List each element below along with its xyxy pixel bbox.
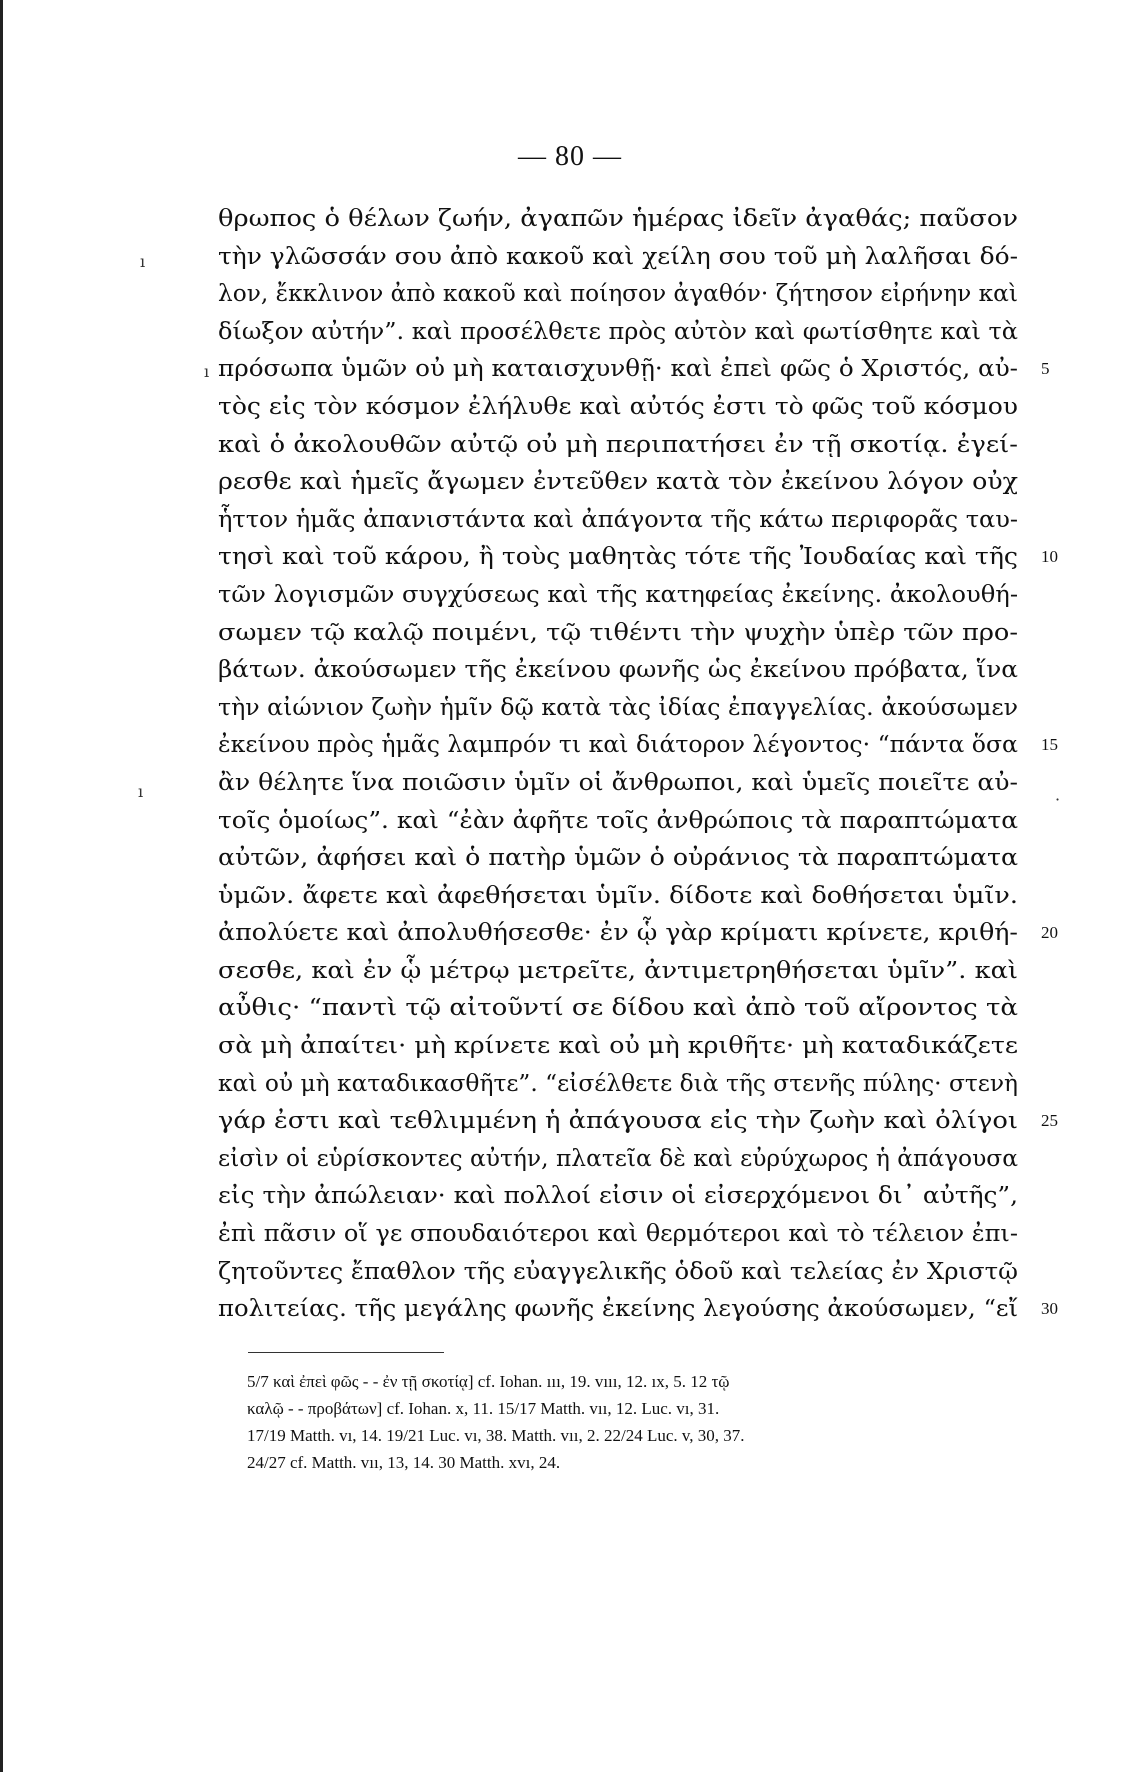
- line-number: 30: [1041, 1299, 1058, 1319]
- text-line: [218, 200, 1050, 238]
- line-text: τὸς εἰς τὸν κόσμον ἐλήλυθε καὶ αὐτός ἐστι τὸ φῶς τοῦ κόσμου: [218, 391, 1019, 420]
- text-line: [218, 802, 1050, 840]
- text-line: [218, 275, 1050, 313]
- margin-mark: ı: [204, 362, 210, 381]
- text-line: [218, 1102, 1058, 1140]
- main-text: [218, 200, 1058, 1328]
- text-line: [218, 651, 1050, 689]
- text-line: [218, 764, 1050, 802]
- text-line: [218, 238, 1050, 276]
- scan-edge-line: [0, 0, 3, 1772]
- text-line: [218, 426, 1050, 464]
- text-line: [218, 1253, 1050, 1291]
- text-line: [218, 689, 1050, 727]
- text-line: [218, 1027, 1050, 1065]
- line-text: ζητοῦντες ἔπαθλον τῆς εὐαγγελικῆς ὁδοῦ καὶ τελείας ἐν Χριστῷ: [218, 1256, 1018, 1285]
- line-number: 5: [1041, 359, 1050, 379]
- text-line: [218, 388, 1050, 426]
- text-line: [218, 989, 1050, 1027]
- line-text: ἀπολύετε καὶ ἀπολυθήσεσθε· ἐν ᾧ γὰρ κρίματι κρίνετε, κριθή-: [218, 918, 1018, 947]
- footnotes: [247, 1368, 1027, 1476]
- line-text: ἐκείνου πρὸς ἡμᾶς λαμπρόν τι καὶ διάτορον λέγοντος· “πάντα ὅσα: [218, 730, 1018, 759]
- text-line: [218, 538, 1058, 576]
- line-text: πολιτείας. τῆς μεγάλης φωνῆς ἐκείνης λεγούσης ἀκούσωμεν, “εἴ: [218, 1294, 1018, 1323]
- page-number: — 80 —: [518, 141, 622, 172]
- footnote-line: 17/19 Matth. vı, 14. 19/21 Luc. vı, 38. Matth. vıı, 2. 22/24 Luc. v, 30, 37.: [247, 1426, 745, 1445]
- line-text: ἐπὶ πᾶσιν οἵ γε σπουδαιότεροι καὶ θερμότεροι καὶ τὸ τέλειον ἐπι-: [218, 1219, 1018, 1248]
- text-line: [218, 501, 1050, 539]
- text-line: [218, 952, 1050, 990]
- text-line: [218, 1140, 1050, 1178]
- line-text: σωμεν τῷ καλῷ ποιμένι, τῷ τιθέντι τὴν ψυχὴν ὑπὲρ τῶν προ-: [218, 617, 1019, 646]
- text-line: [218, 914, 1058, 952]
- footnote-line: 5/7 καὶ ἐπεὶ φῶς - - ἐν τῇ σκοτίᾳ] cf. Iohan. ııı, 19. vııı, 12. ıx, 5. 12 τῷ: [247, 1372, 730, 1391]
- line-text: αὖθις· “παντὶ τῷ αἰτοῦντί σε δίδου καὶ ἀπὸ τοῦ αἴροντος τὰ: [218, 993, 1019, 1022]
- line-number: 15: [1041, 735, 1058, 755]
- line-text: εἰς τὴν ἀπώλειαν· καὶ πολλοί εἰσιν οἱ εἰσερχόμενοι δι᾽ αὐτῆς”,: [218, 1181, 1019, 1210]
- line-number: 10: [1041, 547, 1058, 567]
- text-line: [218, 1177, 1050, 1215]
- footnote-line: καλῷ - - προβάτων] cf. Iohan. x, 11. 15/17 Matth. vıı, 12. Luc. vı, 31.: [247, 1399, 720, 1418]
- text-line: [218, 1065, 1050, 1103]
- margin-mark: ı: [138, 782, 144, 801]
- margin-mark: ı: [140, 252, 146, 271]
- line-text: σὰ μὴ ἀπαίτει· μὴ κρίνετε καὶ οὐ μὴ κριθῆτε· μὴ καταδικάζετε: [218, 1031, 1019, 1060]
- text-line: [218, 313, 1050, 351]
- text-line: [218, 1290, 1058, 1328]
- line-text: βάτων. ἀκούσωμεν τῆς ἐκείνου φωνῆς ὡς ἐκείνου πρόβατα, ἵνα: [218, 655, 1019, 684]
- text-line: [218, 726, 1058, 764]
- text-line: [218, 576, 1050, 614]
- line-text: ρεσθε καὶ ἡμεῖς ἄγωμεν ἐντεῦθεν κατὰ τὸν ἐκείνου λόγον οὐχ: [218, 467, 1019, 496]
- line-text: τησὶ καὶ τοῦ κάρου, ἢ τοὺς μαθητὰς τότε τῆς Ἰουδαίας καὶ τῆς: [218, 542, 1019, 571]
- line-text: τὴν γλῶσσάν σου ἀπὸ κακοῦ καὶ χείλη σου τοῦ μὴ λαλῆσαι δό-: [218, 241, 1019, 270]
- margin-mark: ·: [1055, 790, 1061, 809]
- text-line: [218, 350, 1050, 388]
- line-text: σεσθε, καὶ ἐν ᾧ μέτρῳ μετρεῖτε, ἀντιμετρηθήσεται ὑμῖν”. καὶ: [218, 955, 1018, 984]
- line-text: αὐτῶν, ἀφήσει καὶ ὁ πατὴρ ὑμῶν ὁ οὐράνιος τὰ παραπτώματα: [218, 843, 1019, 872]
- line-number: 25: [1041, 1111, 1058, 1131]
- line-text: καὶ ὁ ἀκολουθῶν αὐτῷ οὐ μὴ περιπατήσει ἐν τῇ σκοτίᾳ. ἐγεί-: [218, 429, 1018, 458]
- line-text: θρωπος ὁ θέλων ζωήν, ἀγαπῶν ἡμέρας ἰδεῖν ἀγαθάς; παῦσον: [218, 204, 1018, 232]
- line-text: δίωξον αὐτήν”. καὶ προσέλθετε πρὸς αὐτὸν καὶ φωτίσθητε καὶ τὰ: [218, 316, 1019, 345]
- footnote-line: 24/27 cf. Matth. vıı, 13, 14. 30 Matth. xvı, 24.: [247, 1453, 561, 1472]
- line-text: τὴν αἰώνιον ζωὴν ἡμῖν δῷ κατὰ τὰς ἰδίας ἐπαγγελίας. ἀκούσωμεν: [218, 692, 1019, 721]
- text-line: [218, 877, 1050, 915]
- line-text: ἧττον ἡμᾶς ἀπανιστάντα καὶ ἀπάγοντα τῆς κάτω περιφορᾶς ταυ-: [218, 504, 1019, 533]
- line-text: τῶν λογισμῶν συγχύσεως καὶ τῆς κατηφείας ἐκείνης. ἀκολουθή-: [218, 579, 1019, 608]
- line-text: λον, ἔκκλινον ἀπὸ κακοῦ καὶ ποίησον ἀγαθόν· ζήτησον εἰρήνην καὶ: [218, 279, 1018, 308]
- line-text: εἰσὶν οἱ εὑρίσκοντες αὐτήν, πλατεῖα δὲ καὶ εὐρύχωρος ἡ ἀπάγουσα: [218, 1143, 1019, 1172]
- text-line: [218, 839, 1050, 877]
- line-text: πρόσωπα ὑμῶν οὐ μὴ καταισχυνθῇ· καὶ ἐπεὶ φῶς ὁ Χριστός, αὐ-: [218, 354, 1019, 383]
- line-text: γάρ ἐστι καὶ τεθλιμμένη ἡ ἀπάγουσα εἰς τὴν ζωὴν καὶ ὀλίγοι: [218, 1106, 1018, 1135]
- line-number: 20: [1041, 923, 1058, 943]
- footnote-divider: [248, 1352, 444, 1353]
- text-line: [218, 1215, 1050, 1253]
- line-text: ὑμῶν. ἄφετε καὶ ἀφεθήσεται ὑμῖν. δίδοτε καὶ δοθήσεται ὑμῖν.: [218, 880, 1018, 909]
- line-text: τοῖς ὁμοίως”. καὶ “ἐὰν ἀφῆτε τοῖς ἀνθρώποις τὰ παραπτώματα: [218, 805, 1018, 834]
- text-line: [218, 463, 1050, 501]
- text-line: [218, 614, 1050, 652]
- line-text: καὶ οὐ μὴ καταδικασθῆτε”. “εἰσέλθετε διὰ τῆς στενῆς πύλης· στενὴ: [218, 1068, 1019, 1097]
- line-text: ἂν θέλητε ἵνα ποιῶσιν ὑμῖν οἱ ἄνθρωποι, καὶ ὑμεῖς ποιεῖτε αὐ-: [218, 767, 1018, 796]
